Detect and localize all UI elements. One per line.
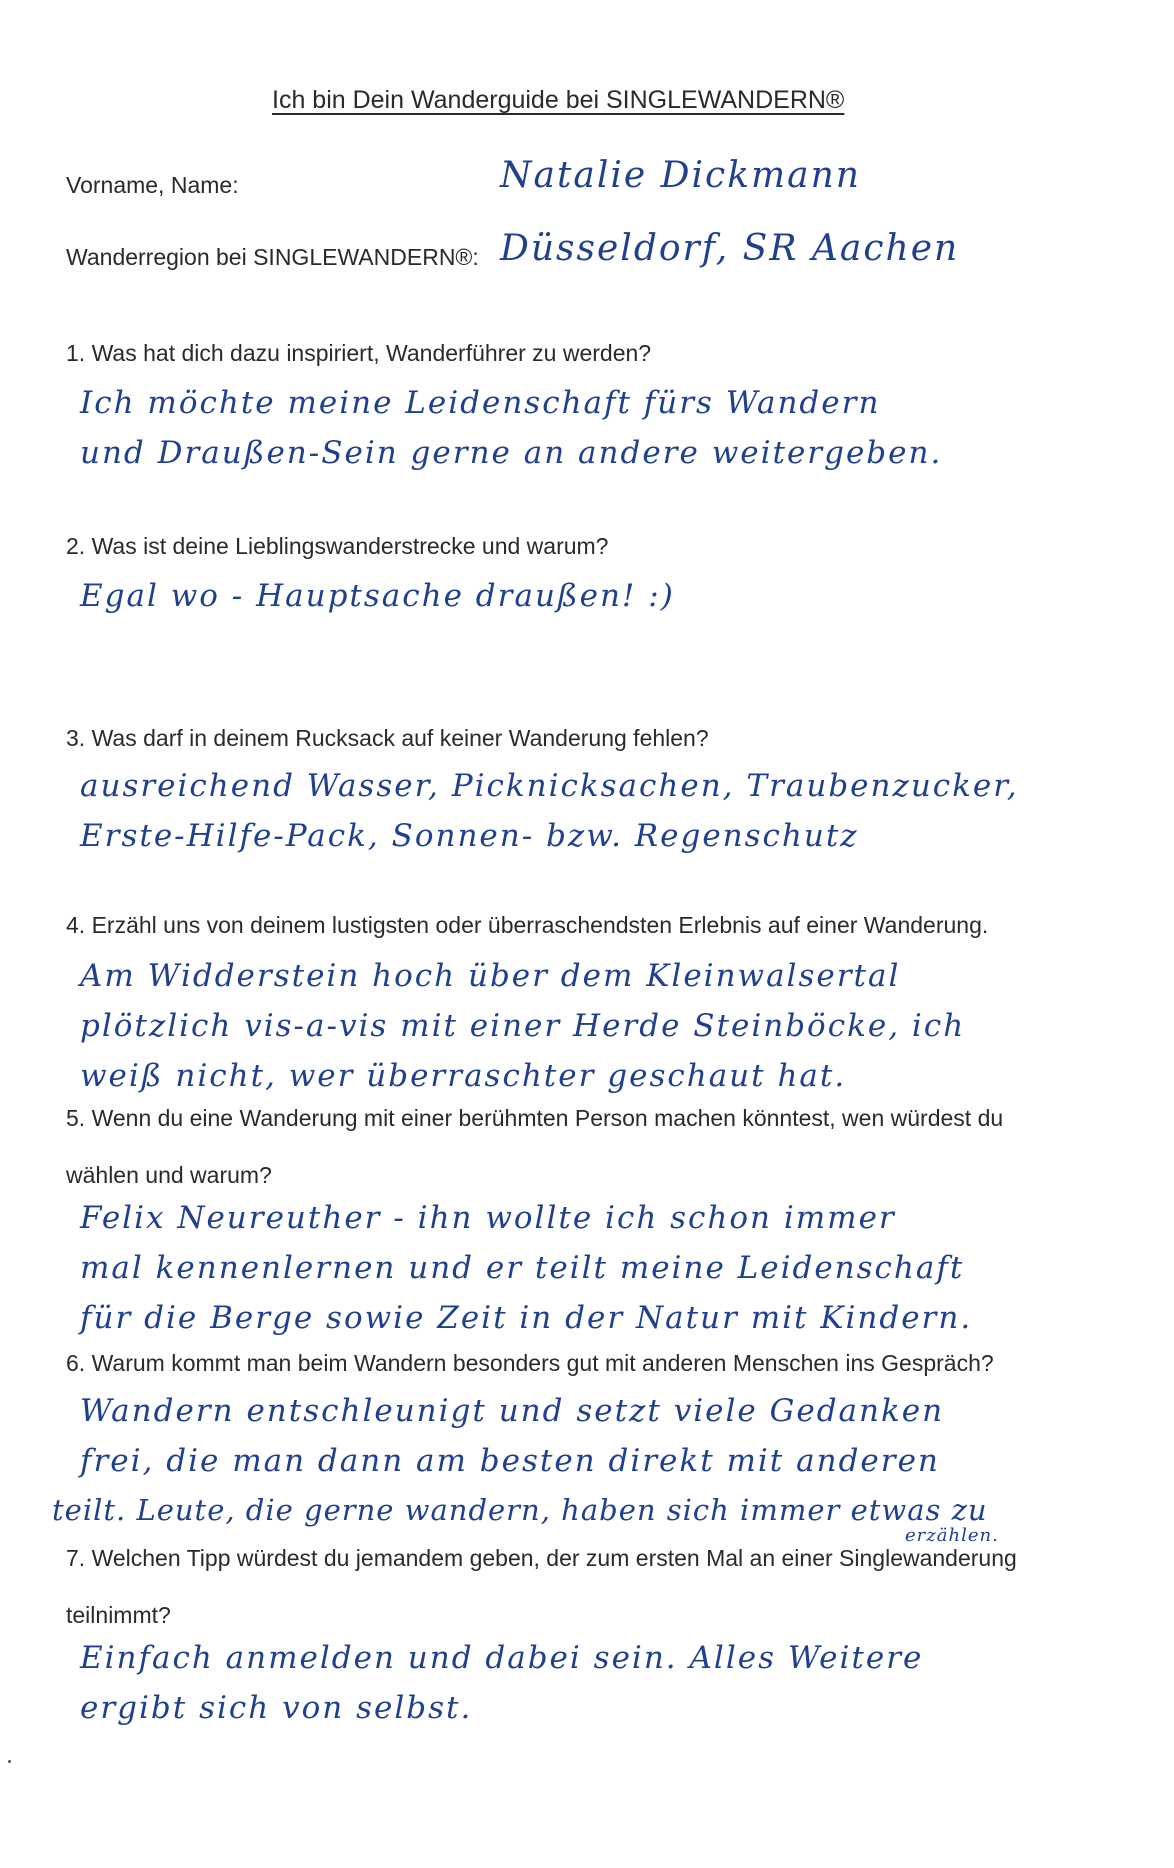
answer-4-line-3: weiß nicht, wer überraschter geschaut hat. [80,1058,847,1094]
question-1: 1. Was hat dich dazu inspiriert, Wanderführer zu werden? [66,340,652,366]
answer-6-line-3: teilt. Leute, die gerne wandern, haben sich immer etwas zu [52,1493,988,1527]
question-7-line-1: 7. Welchen Tipp würdest du jemandem geben, der zum ersten Mal an einer Singlewanderung [66,1545,1017,1571]
answer-2-line-1: Egal wo - Hauptsache draußen! :) [80,578,675,614]
question-6: 6. Warum kommt man beim Wandern besonders gut mit anderen Menschen ins Gespräch? [66,1350,994,1376]
answer-7-line-1: Einfach anmelden und dabei sein. Alles Weitere [80,1640,924,1676]
name-value: Natalie Dickmann [500,155,861,196]
answer-6-line-1: Wandern entschleunigt und setzt viele Gedanken [80,1393,945,1429]
question-5-line-1: 5. Wenn du eine Wanderung mit einer berühmten Person machen könntest, wen würdest du [66,1105,1004,1131]
answer-1-line-2: und Draußen-Sein gerne an andere weitergeben. [80,435,943,471]
answer-3-line-2: Erste-Hilfe-Pack, Sonnen- bzw. Regenschutz [80,818,859,854]
region-value: Düsseldorf, SR Aachen [500,228,960,269]
question-3: 3. Was darf in deinem Rucksack auf keiner Wanderung fehlen? [66,725,709,751]
stray-mark [8,1760,11,1763]
answer-1-line-1: Ich möchte meine Leidenschaft fürs Wandern [80,385,881,421]
answer-5-line-3: für die Berge sowie Zeit in der Natur mit Kindern. [80,1300,973,1336]
question-2: 2. Was ist deine Lieblingswanderstrecke und warum? [66,533,609,559]
question-7-line-2: teilnimmt? [66,1602,171,1628]
region-label: Wanderregion bei SINGLEWANDERN®: [66,244,479,270]
question-5-line-2: wählen und warum? [66,1162,272,1188]
name-label: Vorname, Name: [66,172,239,198]
answer-4-line-2: plötzlich vis-a-vis mit einer Herde Steinböcke, ich [80,1008,966,1044]
answer-4-line-1: Am Widderstein hoch über dem Kleinwalsertal [80,958,901,994]
question-4: 4. Erzähl uns von deinem lustigsten oder überraschendsten Erlebnis auf einer Wanderung. [66,912,989,938]
form-title: Ich bin Dein Wanderguide bei SINGLEWANDERN® [272,86,845,114]
answer-6-line-2: frei, die man dann am besten direkt mit anderen [80,1443,940,1479]
answer-6-line-4: erzählen. [905,1525,999,1546]
answer-5-line-1: Felix Neureuther - ihn wollte ich schon immer [80,1200,896,1236]
answer-5-line-2: mal kennenlernen und er teilt meine Leidenschaft [80,1250,965,1286]
answer-3-line-1: ausreichend Wasser, Picknicksachen, Traubenzucker, [80,768,1019,804]
answer-7-line-2: ergibt sich von selbst. [80,1690,473,1726]
